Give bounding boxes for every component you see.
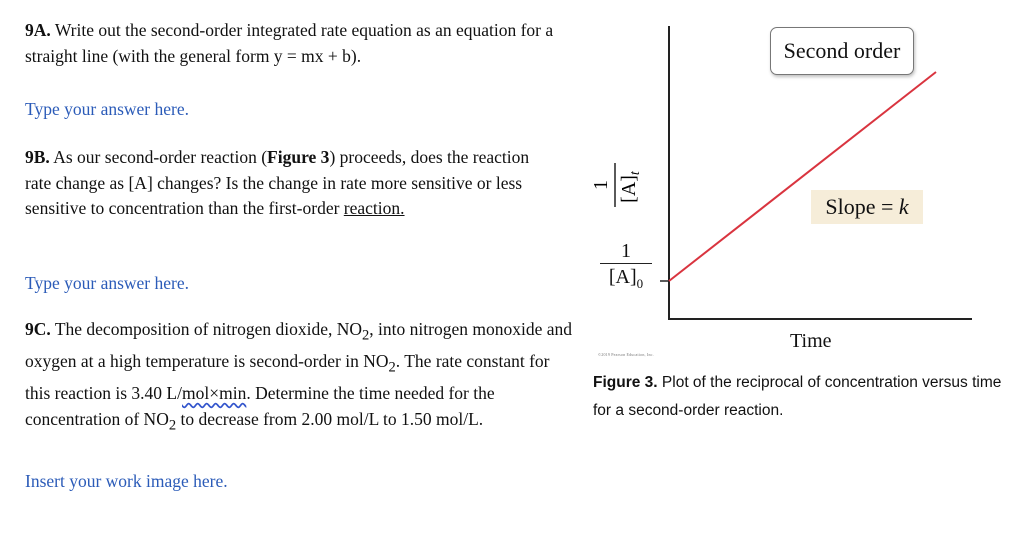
answer-9b-field[interactable]: Type your answer here.	[25, 273, 189, 293]
svg-text:[A]t	[618, 170, 643, 203]
question-9c-text-4: . Determine the time needed for the concentration of NO	[25, 383, 495, 429]
answer-9c-field[interactable]: Insert your work image here.	[25, 471, 228, 491]
question-9b-label: 9B.	[25, 147, 50, 167]
y-axis-label	[586, 150, 656, 220]
question-9b-text-1: As our second-order reaction (	[53, 147, 268, 167]
legend-label: Second order	[783, 38, 901, 63]
question-9c-label: 9C.	[25, 319, 51, 339]
y-axis-label-numerator: 1	[590, 180, 612, 190]
question-9c-text-1: The decomposition of nitrogen dioxide, NO	[54, 319, 362, 339]
question-9c-text-5: to decrease from 2.00 mol/L to 1.50 mol/L.	[176, 408, 484, 429]
x-axis-label: Time	[790, 330, 832, 352]
question-9b-text-2: ) proceeds, does the reaction rate change as [A] changes? Is the change in rate more sensitive or less sensitive to concentration than the first-order	[25, 147, 530, 218]
question-9a-text: Write out the second-order integrated rate equation as an equation for a straight line (with the general form y = mx + b).	[25, 20, 554, 66]
question-9b	[25, 145, 555, 222]
intercept-label	[600, 240, 652, 296]
y-axis-label-subscript: t	[628, 171, 643, 176]
intercept-denominator	[600, 265, 652, 296]
copyright-text: ©2019 Pearson Education, Inc.	[598, 352, 654, 357]
figure-caption	[593, 369, 1013, 425]
y-axis-label-denominator: [A]	[618, 175, 640, 203]
caption-text: Plot of the reciprocal of concentration versus time for a second-order reaction.	[593, 374, 1002, 419]
question-9c-text-2: , into nitrogen monoxide and oxygen at a high temperature is second-order in NO	[25, 319, 572, 371]
question-9c	[25, 317, 575, 439]
question-9b-text-3: reaction.	[343, 198, 405, 218]
rate-unit: mol×min	[182, 383, 247, 403]
figure-3	[580, 0, 1024, 535]
intercept-concentration: [A]	[608, 266, 637, 288]
subscript-2: 2	[168, 417, 177, 433]
y-axis-label-graphic	[586, 150, 656, 220]
intercept-subscript: 0	[636, 276, 644, 291]
caption-label: Figure 3.	[593, 374, 658, 391]
intercept-numerator: 1	[621, 240, 631, 262]
subscript-2: 2	[362, 327, 370, 344]
second-order-line	[669, 72, 936, 281]
subscript-2: 2	[388, 359, 396, 376]
slope-label-box	[811, 190, 923, 224]
question-9a	[25, 18, 575, 69]
slope-label: Slope =	[825, 194, 899, 219]
slope-symbol: k	[898, 194, 909, 219]
question-9a-label: 9A.	[25, 20, 51, 40]
figure-reference: Figure 3	[267, 147, 330, 167]
intercept-fraction-bar	[600, 263, 652, 264]
answer-9a-field[interactable]: Type your answer here.	[25, 99, 189, 119]
legend-box	[770, 27, 914, 75]
question-9c-text-3: . The rate constant for this reaction is 3.40 L/	[25, 351, 550, 403]
